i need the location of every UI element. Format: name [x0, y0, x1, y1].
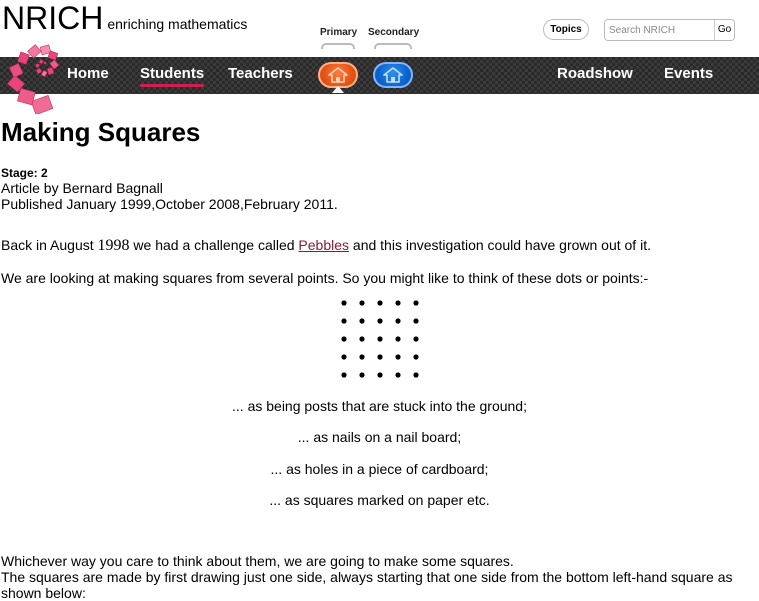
secondary-home-button[interactable]: [373, 62, 413, 88]
nav-roadshow[interactable]: Roadshow: [557, 65, 633, 82]
search-input[interactable]: [605, 20, 715, 40]
nav-active-indicator: [140, 84, 204, 87]
primary-home-button[interactable]: [318, 62, 358, 88]
grid-dot: [341, 372, 346, 377]
as-line-squares: ... as squares marked on paper etc.: [269, 492, 490, 508]
grid-dot: [377, 300, 382, 305]
as-line-holes: ... as holes in a piece of cardboard;: [270, 461, 489, 477]
intro-text-mid: we had a challenge called: [129, 237, 299, 253]
grid-dot: [413, 300, 418, 305]
intro-text-start: Back in August: [1, 237, 98, 253]
article: [1, 112, 751, 287]
nrich-logo-icon[interactable]: [2, 40, 62, 114]
search-go-button[interactable]: Go: [715, 20, 734, 40]
grid-dot: [341, 300, 346, 305]
intro-year: 1998: [97, 237, 130, 254]
author-line: Article by Bernard Bagnall: [1, 180, 163, 196]
grid-dot: [413, 354, 418, 359]
brand[interactable]: [2, 0, 247, 36]
closing-line-1: Whichever way you care to think about them, we are going to make some squares.: [1, 553, 514, 569]
grid-dot: [359, 300, 364, 305]
intro-paragraph: [1, 236, 751, 255]
house-icon: [328, 67, 348, 83]
grid-dot: [413, 336, 418, 341]
grid-dot: [377, 336, 382, 341]
published-line: Published January 1999,October 2008,February 2011.: [1, 196, 338, 212]
dot-grid: [337, 296, 427, 386]
intro-text-end: and this investigation could have grown out of it.: [349, 237, 651, 253]
nav-home[interactable]: Home: [67, 65, 109, 82]
nav-students-label: Students: [140, 65, 205, 82]
closing-line-2: The squares are made by first drawing just one side, always starting that one side from the bottom left-hand square as shown below:: [1, 569, 733, 601]
grid-dot: [377, 354, 382, 359]
page-title: Making Squares: [1, 117, 201, 147]
grid-dot: [395, 372, 400, 377]
grid-dot: [359, 372, 364, 377]
secondary-stage-label: Secondary: [368, 27, 420, 38]
points-intro-paragraph: We are looking at making squares from several points. So you might like to think of these dots or points:-: [1, 270, 649, 286]
primary-bracket: [321, 43, 355, 49]
nav-teachers[interactable]: Teachers: [228, 65, 293, 82]
as-line-posts: ... as being posts that are stuck into the ground;: [232, 398, 527, 414]
brand-name[interactable]: NRICH: [2, 0, 104, 36]
closing-paragraph: [1, 553, 758, 601]
grid-dot: [377, 372, 382, 377]
grid-dot: [413, 372, 418, 377]
grid-dot: [395, 300, 400, 305]
secondary-bracket: [374, 43, 412, 49]
grid-dot: [359, 336, 364, 341]
grid-dot: [395, 354, 400, 359]
grid-dot: [359, 318, 364, 323]
brand-tagline: enriching mathematics: [107, 16, 248, 32]
primary-stage-label: Primary: [320, 27, 358, 38]
pebbles-link[interactable]: Pebbles: [298, 237, 350, 253]
topics-button[interactable]: Topics: [543, 19, 589, 40]
search-box: [604, 19, 735, 41]
grid-dot: [413, 318, 418, 323]
house-icon: [383, 67, 403, 83]
grid-dot: [359, 354, 364, 359]
nav-events[interactable]: Events: [664, 65, 714, 82]
grid-dot: [341, 354, 346, 359]
grid-dot: [341, 318, 346, 323]
as-line-nails: ... as nails on a nail board;: [297, 429, 462, 445]
nav-students[interactable]: [140, 57, 204, 94]
grid-dot: [395, 336, 400, 341]
grid-dot: [341, 336, 346, 341]
grid-dot: [395, 318, 400, 323]
active-stage-pointer: [332, 86, 344, 93]
grid-dot: [377, 318, 382, 323]
stage-label: Stage: 2: [1, 166, 48, 180]
